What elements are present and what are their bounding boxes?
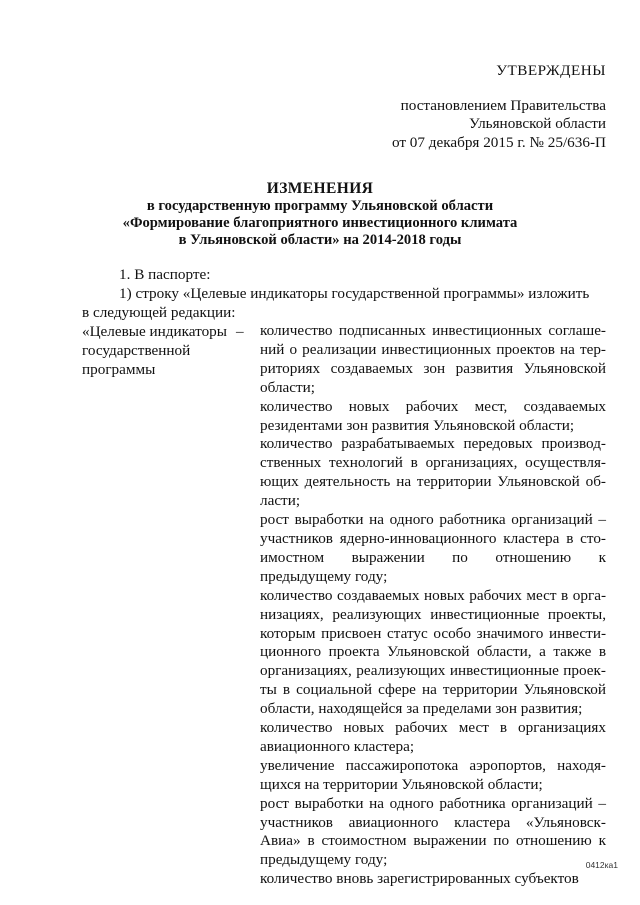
indicator-item: количество создаваемых новых рабочих мест в орга-низациях, реализующих инвестиционные проекты, которым присвоен статус особо значимого инвести-ционного проекта Ульяновской области, а также в организациях, реализующих инвестиционные проек-ты в социальной сфере на территории Ульяновской области, находящейся за пределами зон развития;	[260, 586, 606, 718]
intro-paragraph-3: в следующей редакции:	[82, 304, 236, 321]
approval-line-3: от 07 декабря 2015 г. № 25/636-П	[391, 133, 606, 151]
indicator-item: увеличение пассажиропотока аэропортов, находя-щихся на территории Ульяновской области;	[260, 756, 606, 793]
indicator-item: рост выработки на одного работника организаций – участников авиационного кластера «Ульяновск-Авиа» в стоимостном выражении по отношению к предыдущему году;	[260, 794, 606, 869]
approval-line-1: постановлением Правительства	[400, 96, 606, 114]
indicator-item: количество разрабатываемых передовых производ-ственных технологий в организациях, осуществля-ющих деятельность на территории Ульяновской об-ласти;	[260, 435, 606, 510]
heading-line-2: «Формирование благоприятного инвестиционного климата	[122, 215, 518, 231]
indicators-list	[260, 322, 606, 889]
indicator-item: количество новых рабочих мест, создаваемых резидентами зон развития Ульяновской области;	[260, 397, 606, 434]
intro-paragraph-2: 1) строку «Целевые индикаторы государственной программы» изложить	[119, 285, 590, 302]
intro-text	[82, 265, 606, 322]
indicators-dash: –	[236, 323, 244, 340]
footer-code: 0412ка1	[585, 860, 618, 870]
indicator-item: рост выработки на одного работника организаций – участников ядерно-инновационного кластера в сто-имостном выражении по отношению к предыдущему году;	[260, 511, 606, 585]
approval-line-2: Ульяновской области	[469, 115, 606, 132]
indicator-item: количество вновь зарегистрированных субъектов	[260, 870, 579, 888]
indicator-item: количество новых рабочих мест в организациях авиационного кластера;	[260, 719, 606, 755]
heading-line-1: в государственную программу Ульяновской области	[146, 198, 494, 214]
indicators-label: «Целевые индикаторы государственной программы	[82, 323, 227, 378]
intro-paragraph-1: 1. В паспорте:	[119, 266, 211, 283]
approval-stamp	[392, 62, 606, 152]
heading-line-3: в Ульяновской области» на 2014-2018 годы	[178, 232, 462, 248]
indicator-item: количество подписанных инвестиционных соглаше-ний о реализации инвестиционных проектов на тер-риториях создаваемых зон развития Ульяновской области;	[260, 322, 606, 396]
document-heading	[0, 180, 640, 249]
document-title: ИЗМЕНЕНИЯ	[266, 180, 374, 197]
approval-word: УТВЕРЖДЕНЫ	[496, 62, 606, 79]
